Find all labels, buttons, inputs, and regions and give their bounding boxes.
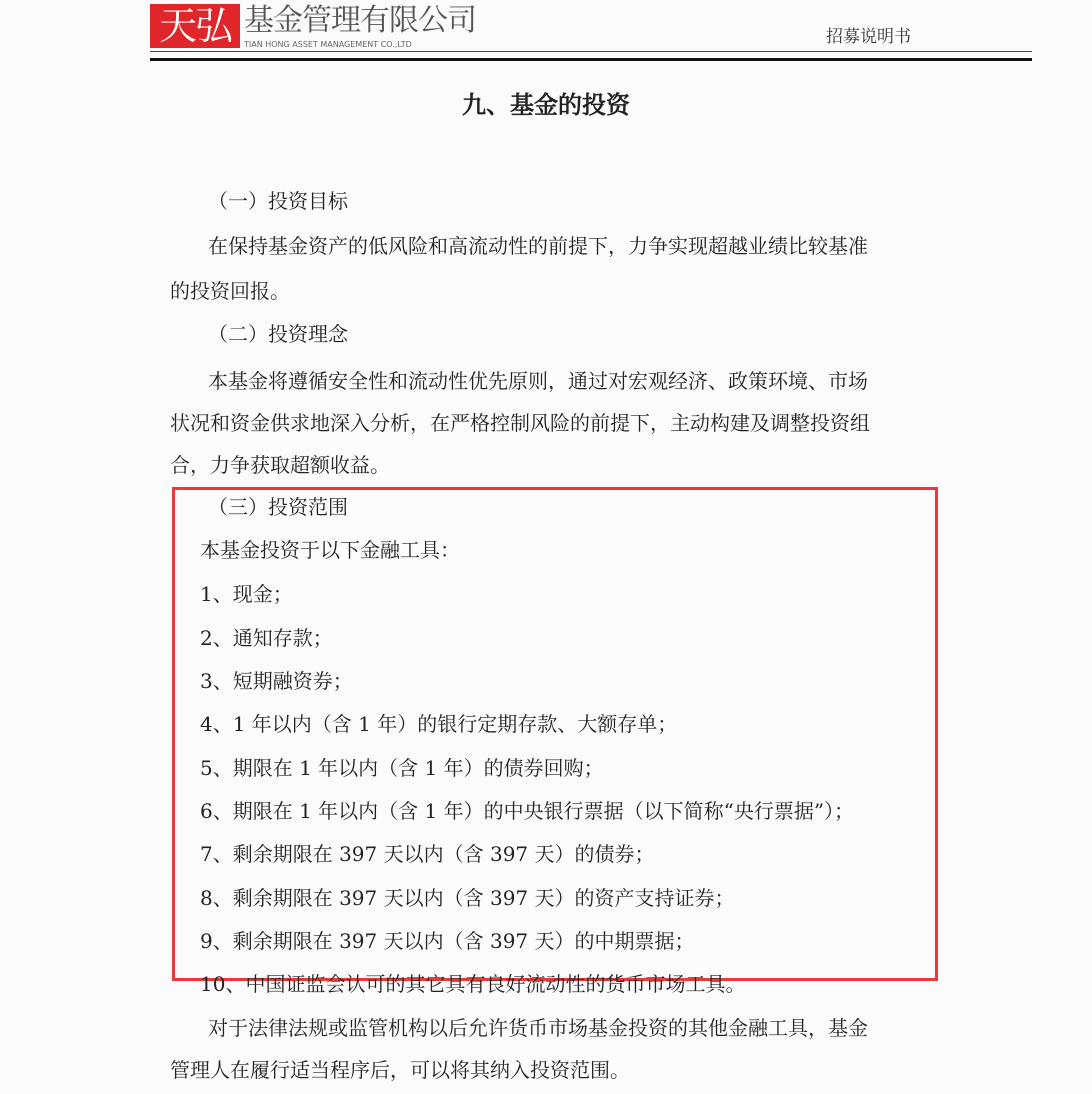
- list-item: 3、短期融资券；: [200, 669, 353, 693]
- list-item: 2、通知存款；: [200, 626, 333, 650]
- paragraph-line: 管理人在履行适当程序后，可以将其纳入投资范围。: [170, 1058, 630, 1082]
- list-item: 10、中国证监会认可的其它具有良好流动性的货币市场工具。: [200, 972, 746, 996]
- paragraph-line: 本基金将遵循安全性和流动性优先原则，通过对宏观经济、政策环境、市场: [208, 369, 868, 393]
- section-heading: （二）投资理念: [208, 322, 348, 346]
- logo-english-name: TIAN HONG ASSET MANAGEMENT CO.,LTD: [244, 40, 412, 49]
- list-item: 5、期限在 1 年以内（含 1 年）的债券回购；: [200, 756, 604, 780]
- section-heading: （三）投资范围: [208, 495, 348, 519]
- list-item: 8、剩余期限在 397 天以内（含 397 天）的资产支持证券；: [200, 886, 735, 910]
- list-item: 6、期限在 1 年以内（含 1 年）的中央银行票据（以下简称“央行票据”）；: [200, 799, 855, 823]
- list-item: 9、剩余期限在 397 天以内（含 397 天）的中期票据；: [200, 929, 695, 953]
- logo-company-name: 基金管理有限公司: [244, 3, 476, 38]
- paragraph-line: 在保持基金资产的低风险和高流动性的前提下，力争实现超越业绩比较基准: [208, 234, 868, 258]
- page-title: 九、基金的投资: [462, 91, 630, 119]
- list-item: 1、现金；: [200, 582, 293, 606]
- paragraph-line: 的投资回报。: [170, 279, 290, 303]
- document-type: 招募说明书: [826, 27, 911, 47]
- logo-mark: 天弘: [150, 4, 240, 48]
- list-item: 4、1 年以内（含 1 年）的银行定期存款、大额存单；: [200, 712, 678, 736]
- paragraph-line: 状况和资金供求地深入分析，在严格控制风险的前提下，主动构建及调整投资组: [170, 411, 870, 435]
- header-divider-thick: [150, 58, 1032, 61]
- section-heading: （一）投资目标: [208, 189, 348, 213]
- header-divider: [150, 51, 1032, 52]
- list-item: 7、剩余期限在 397 天以内（含 397 天）的债券；: [200, 842, 655, 866]
- paragraph-line: 合，力争获取超额收益。: [170, 453, 390, 477]
- paragraph-line: 对于法律法规或监管机构以后允许货币市场基金投资的其他金融工具，基金: [208, 1016, 868, 1040]
- paragraph-line: 本基金投资于以下金融工具：: [200, 538, 460, 562]
